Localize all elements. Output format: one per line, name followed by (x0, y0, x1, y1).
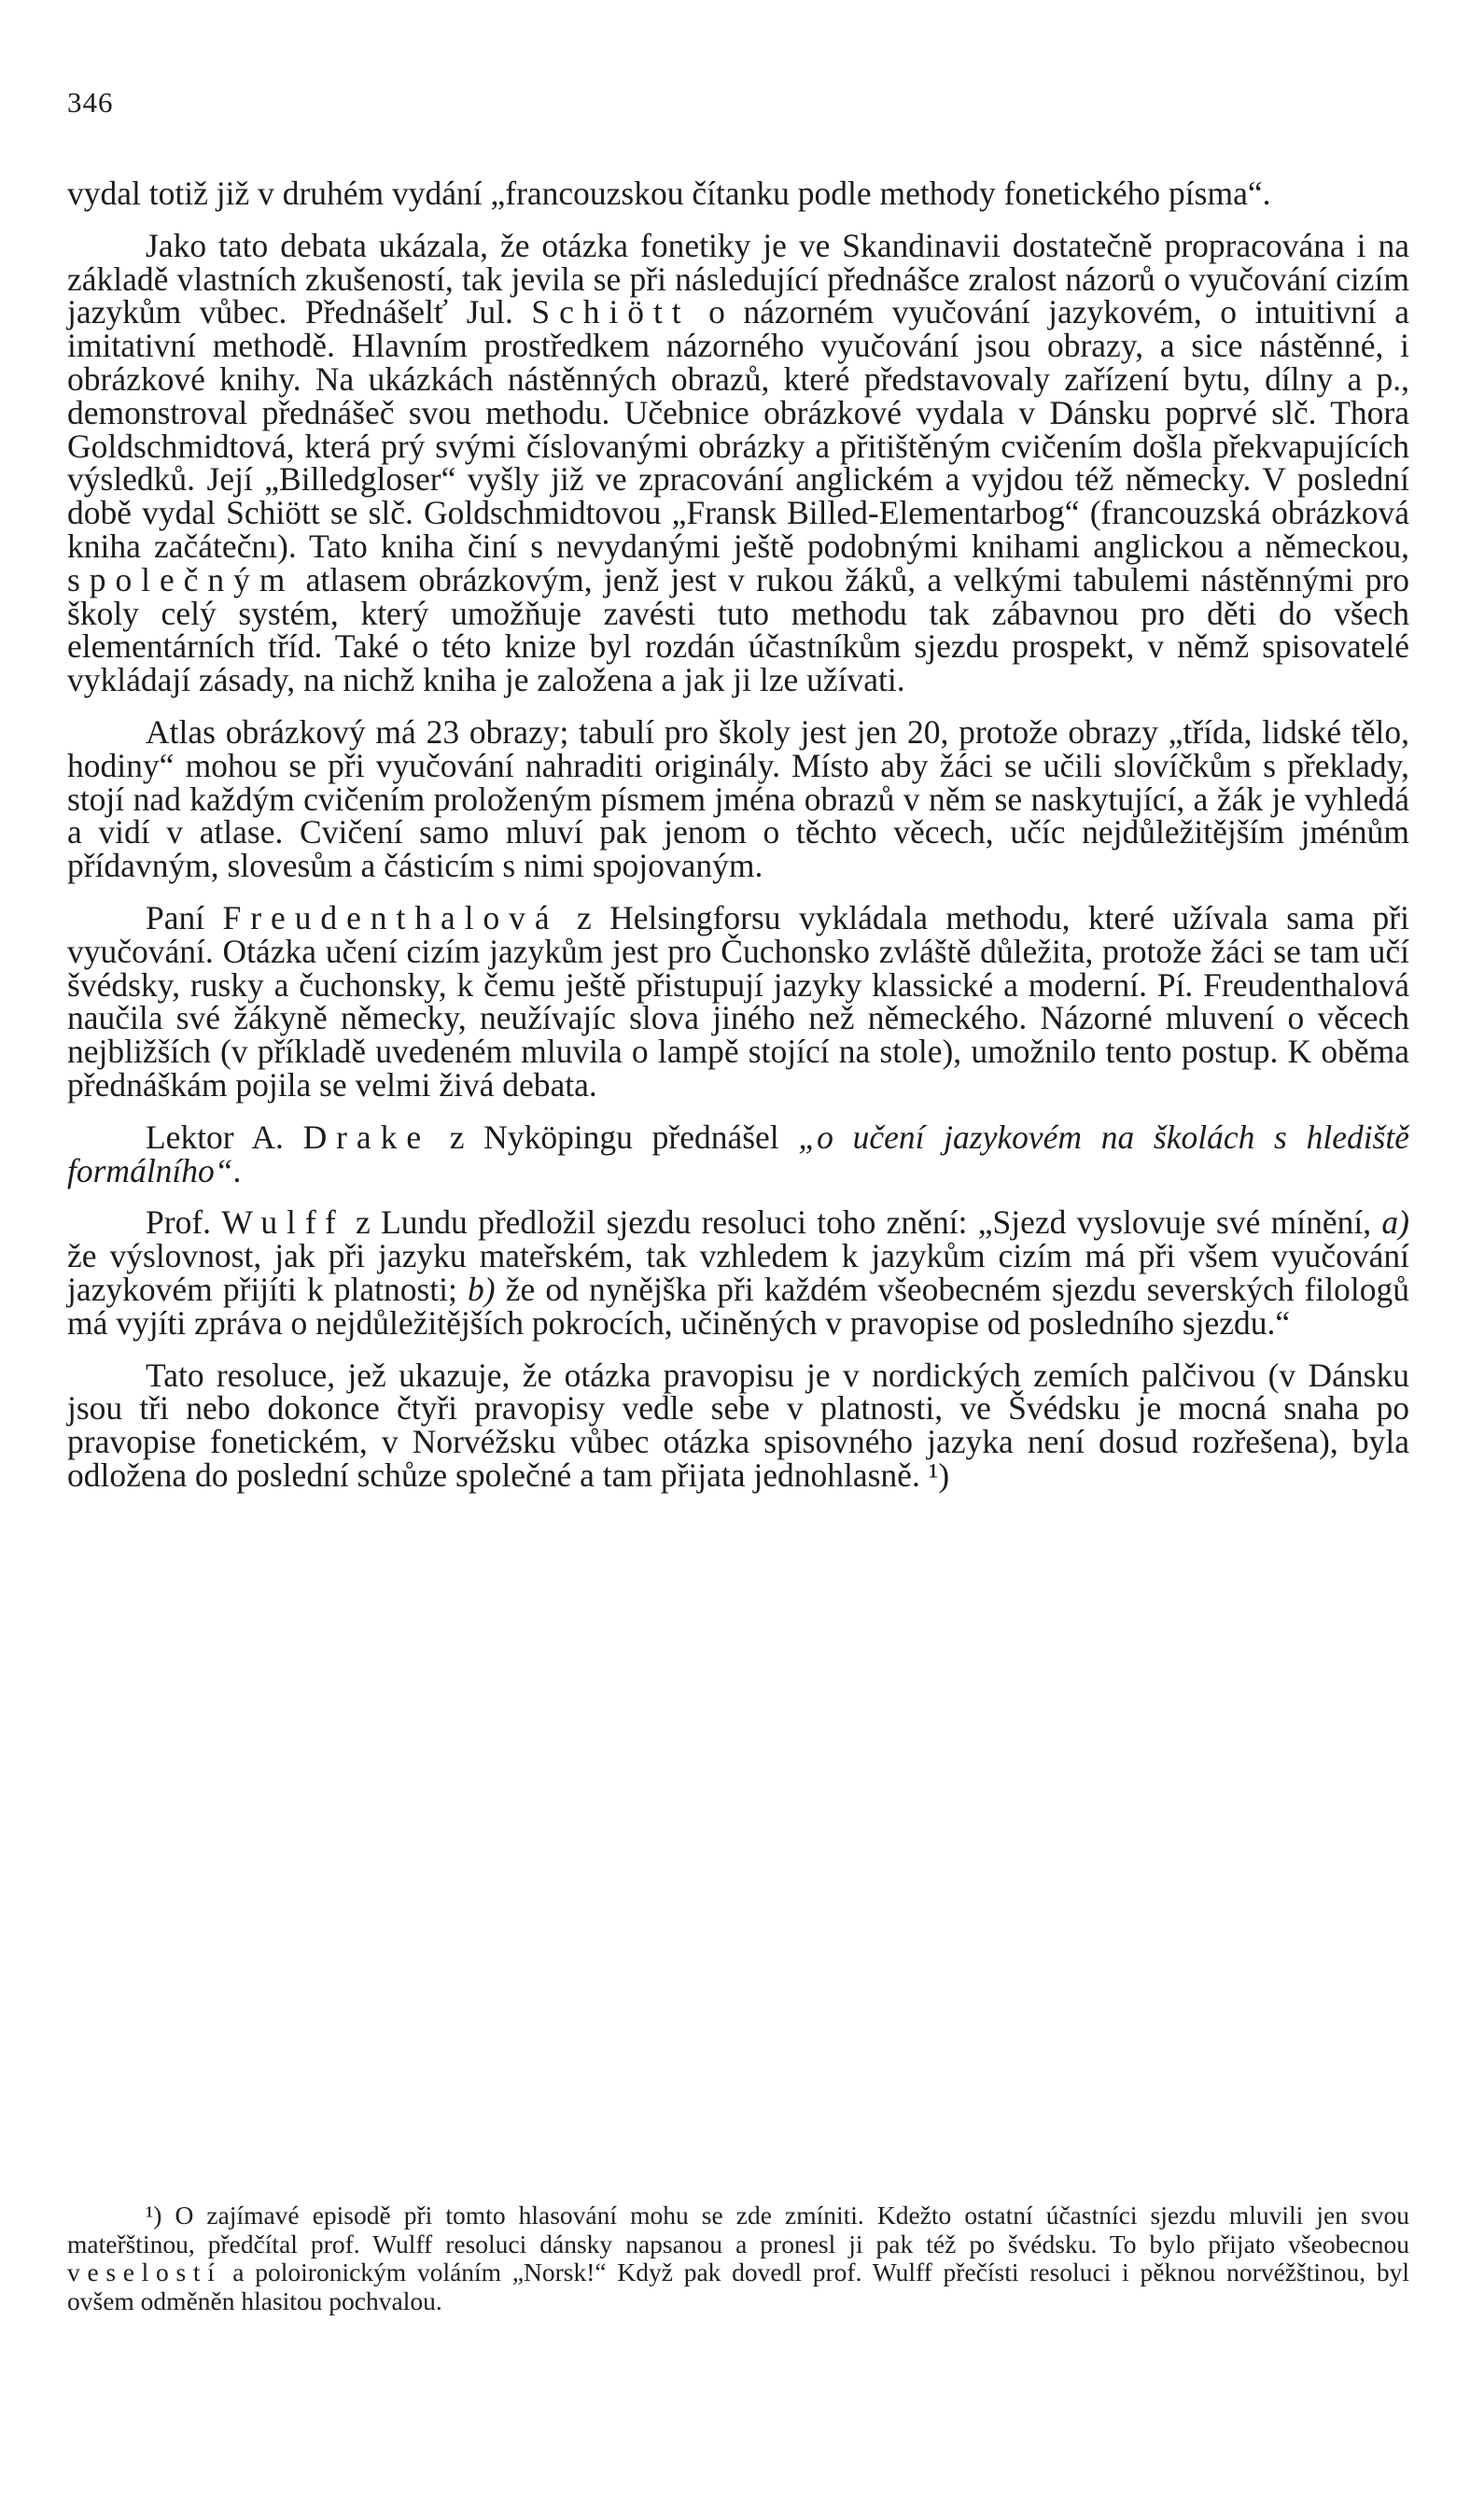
paragraph (67, 1203, 1409, 1342)
text-run: o názorném vyučování jazykovém, o intuitivní a imitativní methodě. Hlavním prostředkem názorného vyučování jsou obrazy, a sice nástěnné, i obrázkové knihy. Na ukázkách nástěnných obrazů, které představovaly zařízení bytu, dílny a p., demonstroval přednášeč svou methodu. Učebnice obrázkové vydala v Dánsku poprvé slč. Thora Goldschmidtová, která prý svými číslovanými obrázky a přitištěným cvičením došla překvapujících výsledků. Její „Billedgloser“ vyšly již ve zpracování anglickém a vyjdou též německy. V poslední době vydal Schiött se slč. Goldschmidtovou „Fransk Billed-Elementarbog“ (francouzská obrázková kniha začátečnı). Tato kniha činí s nevydanými ještě podobnými knihami anglickou a německou, (67, 293, 1409, 565)
spaced-name: Wulff (221, 1203, 345, 1242)
paragraph (67, 898, 1409, 1104)
spaced-name: Schiött (531, 293, 691, 331)
text-run: a poloironickým voláním „Norsk!“ Když pak dovedl prof. Wulff přečísti resoluci i pěknou norvéžštinou, byl ovšem odměněn hlasitou pochvalou. (67, 2258, 1409, 2315)
paragraph (67, 177, 1409, 211)
paragraph (67, 226, 1409, 699)
text-run: že od nynějška při každém všeobecném sjezdu severských filologů má vyjíti zpráva o nejdůležitějších pokrocích, učiněných v pravopise od posledního sjezdu.“ (67, 1270, 1409, 1342)
text-run: že výslovnost, jak při jazyku mateřském, tak vzhledem k jazykům cizím má při všem vyučování jazykovém přijíti k platnosti; (67, 1237, 1409, 1308)
text-run: z Helsingforsu vykládala methodu, které užívala sama při vyučování. Otázka učení cizím jazykům jest pro Čuchonsko zvláště důležita, protože žáci se tam učí švédsky, rusky a čuchonsky, k čemu ještě přistupují jazyky klassické a moderní. Pí. Freudenthalová naučila své žákyně německy, neužívajíc slova jiného než německého. Názorné mluvení o věcech nejbližších (v příkladě uvedeném mluvila o lampě stojící na stole), umožnilo tento postup. K oběma přednáškám pojila se velmi živá debata. (67, 898, 1409, 1104)
text-run: atlasem obrázkovým, jenž jest v rukou žáků, a velkými tabulemi nástěnnými pro školy celý systém, který umožňuje zavésti tuto methodu tak zábavnou pro děti do všech elementárních tříd. Také o této knize byl rozdán účastníkům sjezdu prospekt, v němž spisovatelé vykládají zásady, na nichž kniha je založena a jak ji lze užívati. (67, 560, 1409, 699)
text-run: Tato resoluce, jež ukazuje, že otázka pravopisu je v nordických zemích palčivou (v Dánsku jsou tři nebo dokonce čtyři pravopisy vedle sebe v platnosti, ve Švédsku je mocná snaha po pravopise fonetickém, v Norvéžsku vůbec otázka spisovného jazyka není dosud rozřešena), byla odložena do poslední schůze společné a tam přijata jednohlasně. ¹) (67, 1356, 1409, 1494)
spaced-name: Freudenthalová (222, 898, 559, 936)
article-body (67, 177, 1409, 1512)
paragraph (67, 1118, 1409, 1189)
italic-text: „o učení jazykovém na školách s hlediště formálního“ (67, 1118, 1409, 1189)
text-run: ¹) O zajímavé episodě při tomto hlasování mohu se zde zmíniti. Kdežto ostatní účastníci sjezdu mluvili jen svou mateřštinou, předčítal prof. Wulff resoluci dánsky napsanou a pronesl ji pak též po švédsku. To bylo přijato všeobecnou (67, 2201, 1409, 2258)
text-run: Prof. (146, 1203, 222, 1242)
footnote (67, 2202, 1409, 2315)
text-run: z Nyköpingu přednášel (430, 1118, 799, 1156)
paragraph (67, 1356, 1409, 1494)
text-run: Paní (146, 898, 223, 936)
page-number: 346 (67, 86, 114, 119)
text-run: Lektor A. (146, 1118, 303, 1156)
spaced-name: veselostí (67, 2258, 222, 2286)
text-run: . (232, 1151, 242, 1189)
text-run: Atlas obrázkový má 23 obrazy; tabulí pro školy jest jen 20, protože obrazy „třída, lidské tělo, hodiny“ mohou se při vyučování nahraditi originály. Místo aby žáci se učili slovíčkům s překlady, stojí nad každým cvičením proloženým písmem jména obrazů v něm se naskytující, a žák je vyhledá a vidí v atlase. Cvičení samo mluví pak jenom o těchto věcech, učíc nejdůležitějším jménům přídavným, slovesům a částicím s nimi spojovaným. (67, 712, 1409, 885)
text-run: Jako tato debata ukázala, že otázka fonetiky je ve Skandinavii dostatečně propracována i na základě vlastních zkušeností, tak jevila se při následující přednášce zralost názorů o vyučování cizím jazykům vůbec. Přednášelť Jul. (67, 226, 1409, 331)
spaced-name: Drake (302, 1118, 431, 1156)
italic-text: b) (468, 1270, 496, 1308)
text-run: vydal totiž již v druhém vydání „francouzskou čítanku podle methody fonetického písma“. (67, 175, 1271, 212)
text-run: z Lundu předložil sjezdu resoluci toho znění: „Sjezd vyslovuje své mínění, (344, 1203, 1382, 1242)
paragraph (67, 712, 1409, 885)
spaced-name: společným (67, 560, 295, 598)
italic-text: a) (1381, 1203, 1409, 1242)
